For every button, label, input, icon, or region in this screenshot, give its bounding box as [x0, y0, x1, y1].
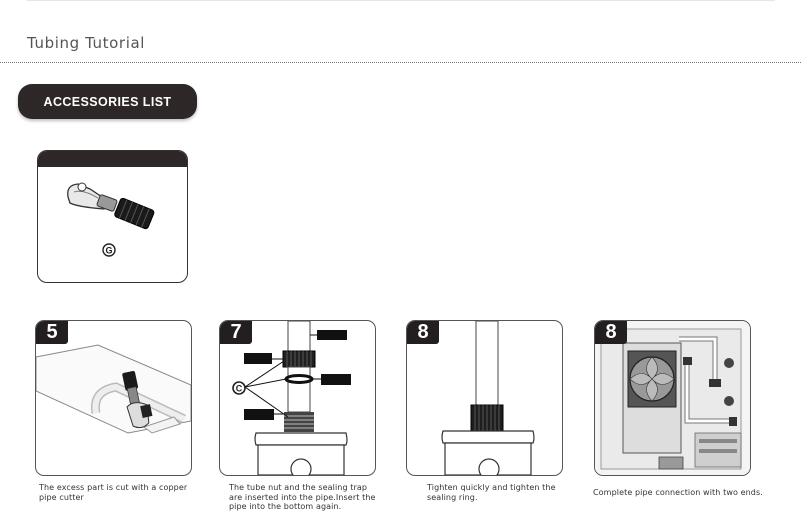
- step-caption-5: The excess part is cut with a copper pipe cutter: [39, 483, 188, 502]
- svg-text:G: G: [105, 245, 113, 256]
- step-caption-7: The tube nut and the sealing trap are inserted into the pipe.Insert the pipe into the bottom again.: [229, 483, 376, 511]
- accessories-list-header: ACCESSORIES LIST: [18, 84, 197, 119]
- step-number-badge: 8: [407, 321, 439, 344]
- step-caption-8-tighten: Tighten quickly and tighten the sealing ring.: [427, 483, 556, 502]
- completed-loop-illustration: [595, 321, 750, 475]
- step-number-badge: 8: [595, 321, 627, 344]
- accessory-card-band: [38, 151, 187, 167]
- step-number-badge: 7: [220, 321, 252, 344]
- g-marker-icon: [102, 243, 116, 257]
- svg-text:C: C: [235, 383, 243, 394]
- top-rule: [27, 0, 775, 1]
- step-caption-8-complete: Complete pipe connection with two ends.: [593, 488, 763, 497]
- section-divider: [0, 62, 801, 63]
- tube-nut-illustration: [220, 321, 375, 475]
- step-card-5: [35, 320, 192, 476]
- cut-tube-illustration: [36, 321, 191, 475]
- accessory-card: [37, 150, 188, 283]
- step-number-badge: 5: [36, 321, 68, 344]
- c-marker-icon: [232, 381, 246, 395]
- step-card-7: [219, 320, 376, 476]
- page-title: Tubing Tutorial: [27, 34, 146, 52]
- pipe-cutter-icon: [38, 167, 187, 282]
- step-card-8-tighten: [406, 320, 563, 476]
- step-card-8-complete: [594, 320, 751, 476]
- tighten-ring-illustration: [407, 321, 562, 475]
